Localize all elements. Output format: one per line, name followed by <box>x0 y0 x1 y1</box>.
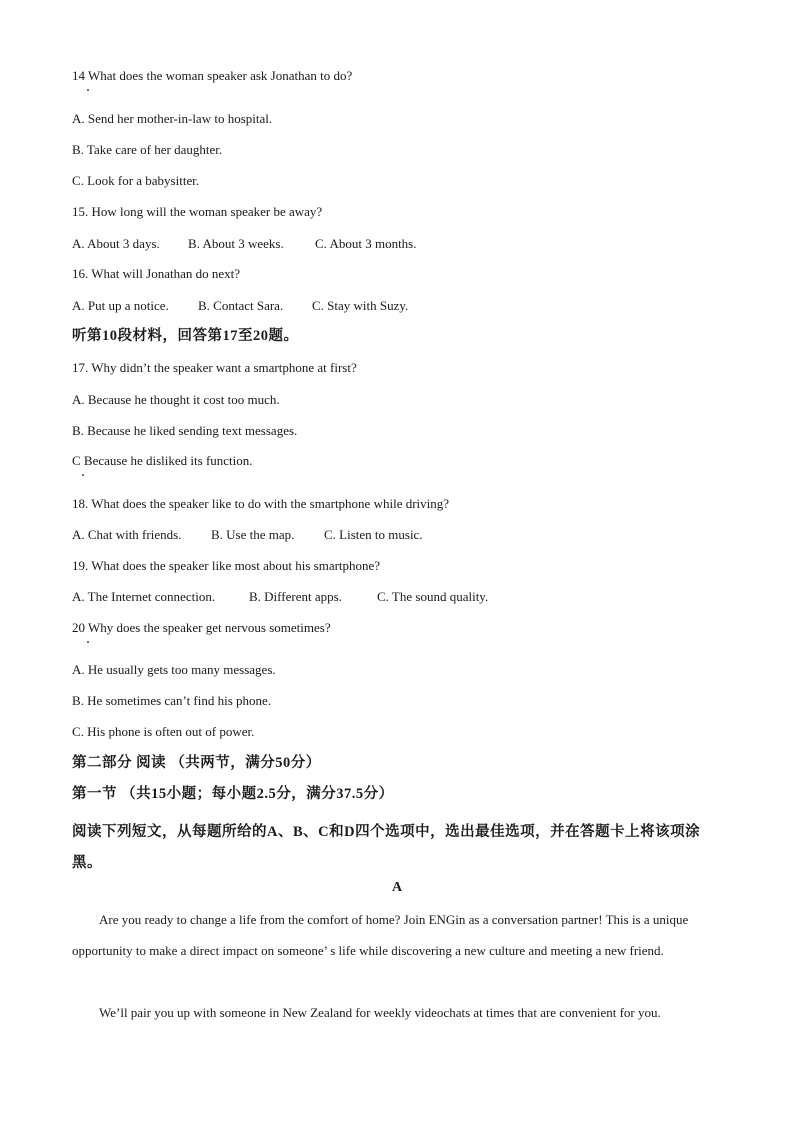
q18-option-a: A. Chat with friends. <box>72 527 182 542</box>
q19-option-c: C. The sound quality. <box>377 589 489 604</box>
scan-dot <box>82 474 84 476</box>
q17-option-a: A. Because he thought it cost too much. <box>72 392 280 407</box>
q18-options <box>72 527 423 543</box>
q17-option-c: C Because he disliked its function. <box>72 453 253 468</box>
q15-option-b: B. About 3 weeks. <box>188 236 284 251</box>
q17-option-b: B. Because he liked sending text messages. <box>72 423 298 438</box>
q20-option-b: B. He sometimes can’t find his phone. <box>72 693 272 708</box>
part-2-heading: 第二部分 阅读 （共两节，满分50分） <box>72 755 321 771</box>
question-18: 18. What does the speaker like to do with the smartphone while driving? <box>72 496 450 511</box>
q14-option-a: A. Send her mother-in-law to hospital. <box>72 111 273 126</box>
scan-dot <box>87 641 89 643</box>
q20-option-a: A. He usually gets too many messages. <box>72 662 276 677</box>
question-15: 15. How long will the woman speaker be away? <box>72 204 323 219</box>
q14-option-b: B. Take care of her daughter. <box>72 142 223 157</box>
question-17: 17. Why didn’t the speaker want a smartphone at first? <box>72 360 357 375</box>
q16-option-a: A. Put up a notice. <box>72 298 169 313</box>
q16-option-c: C. Stay with Suzy. <box>312 298 409 313</box>
section-10-heading: 听第10段材料，回答第17至20题。 <box>72 328 299 344</box>
q19-option-b: B. Different apps. <box>249 589 342 604</box>
part-2-section-1-heading: 第一节 （共15小题；每小题2.5分，满分37.5分） <box>72 786 394 802</box>
q20-option-c: C. His phone is often out of power. <box>72 724 255 739</box>
q19-option-a: A. The Internet connection. <box>72 589 216 604</box>
scan-dot <box>87 89 89 91</box>
question-19: 19. What does the speaker like most about his smartphone? <box>72 558 381 573</box>
passage-paragraph-1: Are you ready to change a life from the comfort of home? Join ENGin as a conversation partner! This is a unique opportunity to make a direct impact on someone’ s life while discovering a new culture and meeting a new friend. <box>72 912 689 958</box>
q18-option-c: C. Listen to music. <box>324 527 423 542</box>
q15-option-c: C. About 3 months. <box>315 236 417 251</box>
passage-letter: A <box>391 880 403 895</box>
q16-options <box>72 298 408 314</box>
q15-options <box>72 236 417 252</box>
q18-option-b: B. Use the map. <box>211 527 295 542</box>
passage-paragraph-2: We’ll pair you up with someone in New Zealand for weekly videochats at times that are convenient for you. <box>99 1005 661 1020</box>
q14-option-c: C. Look for a babysitter. <box>72 173 200 188</box>
question-16: 16. What will Jonathan do next? <box>72 266 241 281</box>
question-20: 20 Why does the speaker get nervous sometimes? <box>72 620 331 635</box>
question-14: 14 What does the woman speaker ask Jonathan to do? <box>72 68 353 83</box>
q15-option-a: A. About 3 days. <box>72 236 160 251</box>
q19-options <box>72 589 488 605</box>
q16-option-b: B. Contact Sara. <box>198 298 284 313</box>
reading-instructions: 阅读下列短文，从每题所给的A、B、C和D四个选项中，选出最佳选项，并在答题卡上将该项涂黑。 <box>72 824 701 871</box>
